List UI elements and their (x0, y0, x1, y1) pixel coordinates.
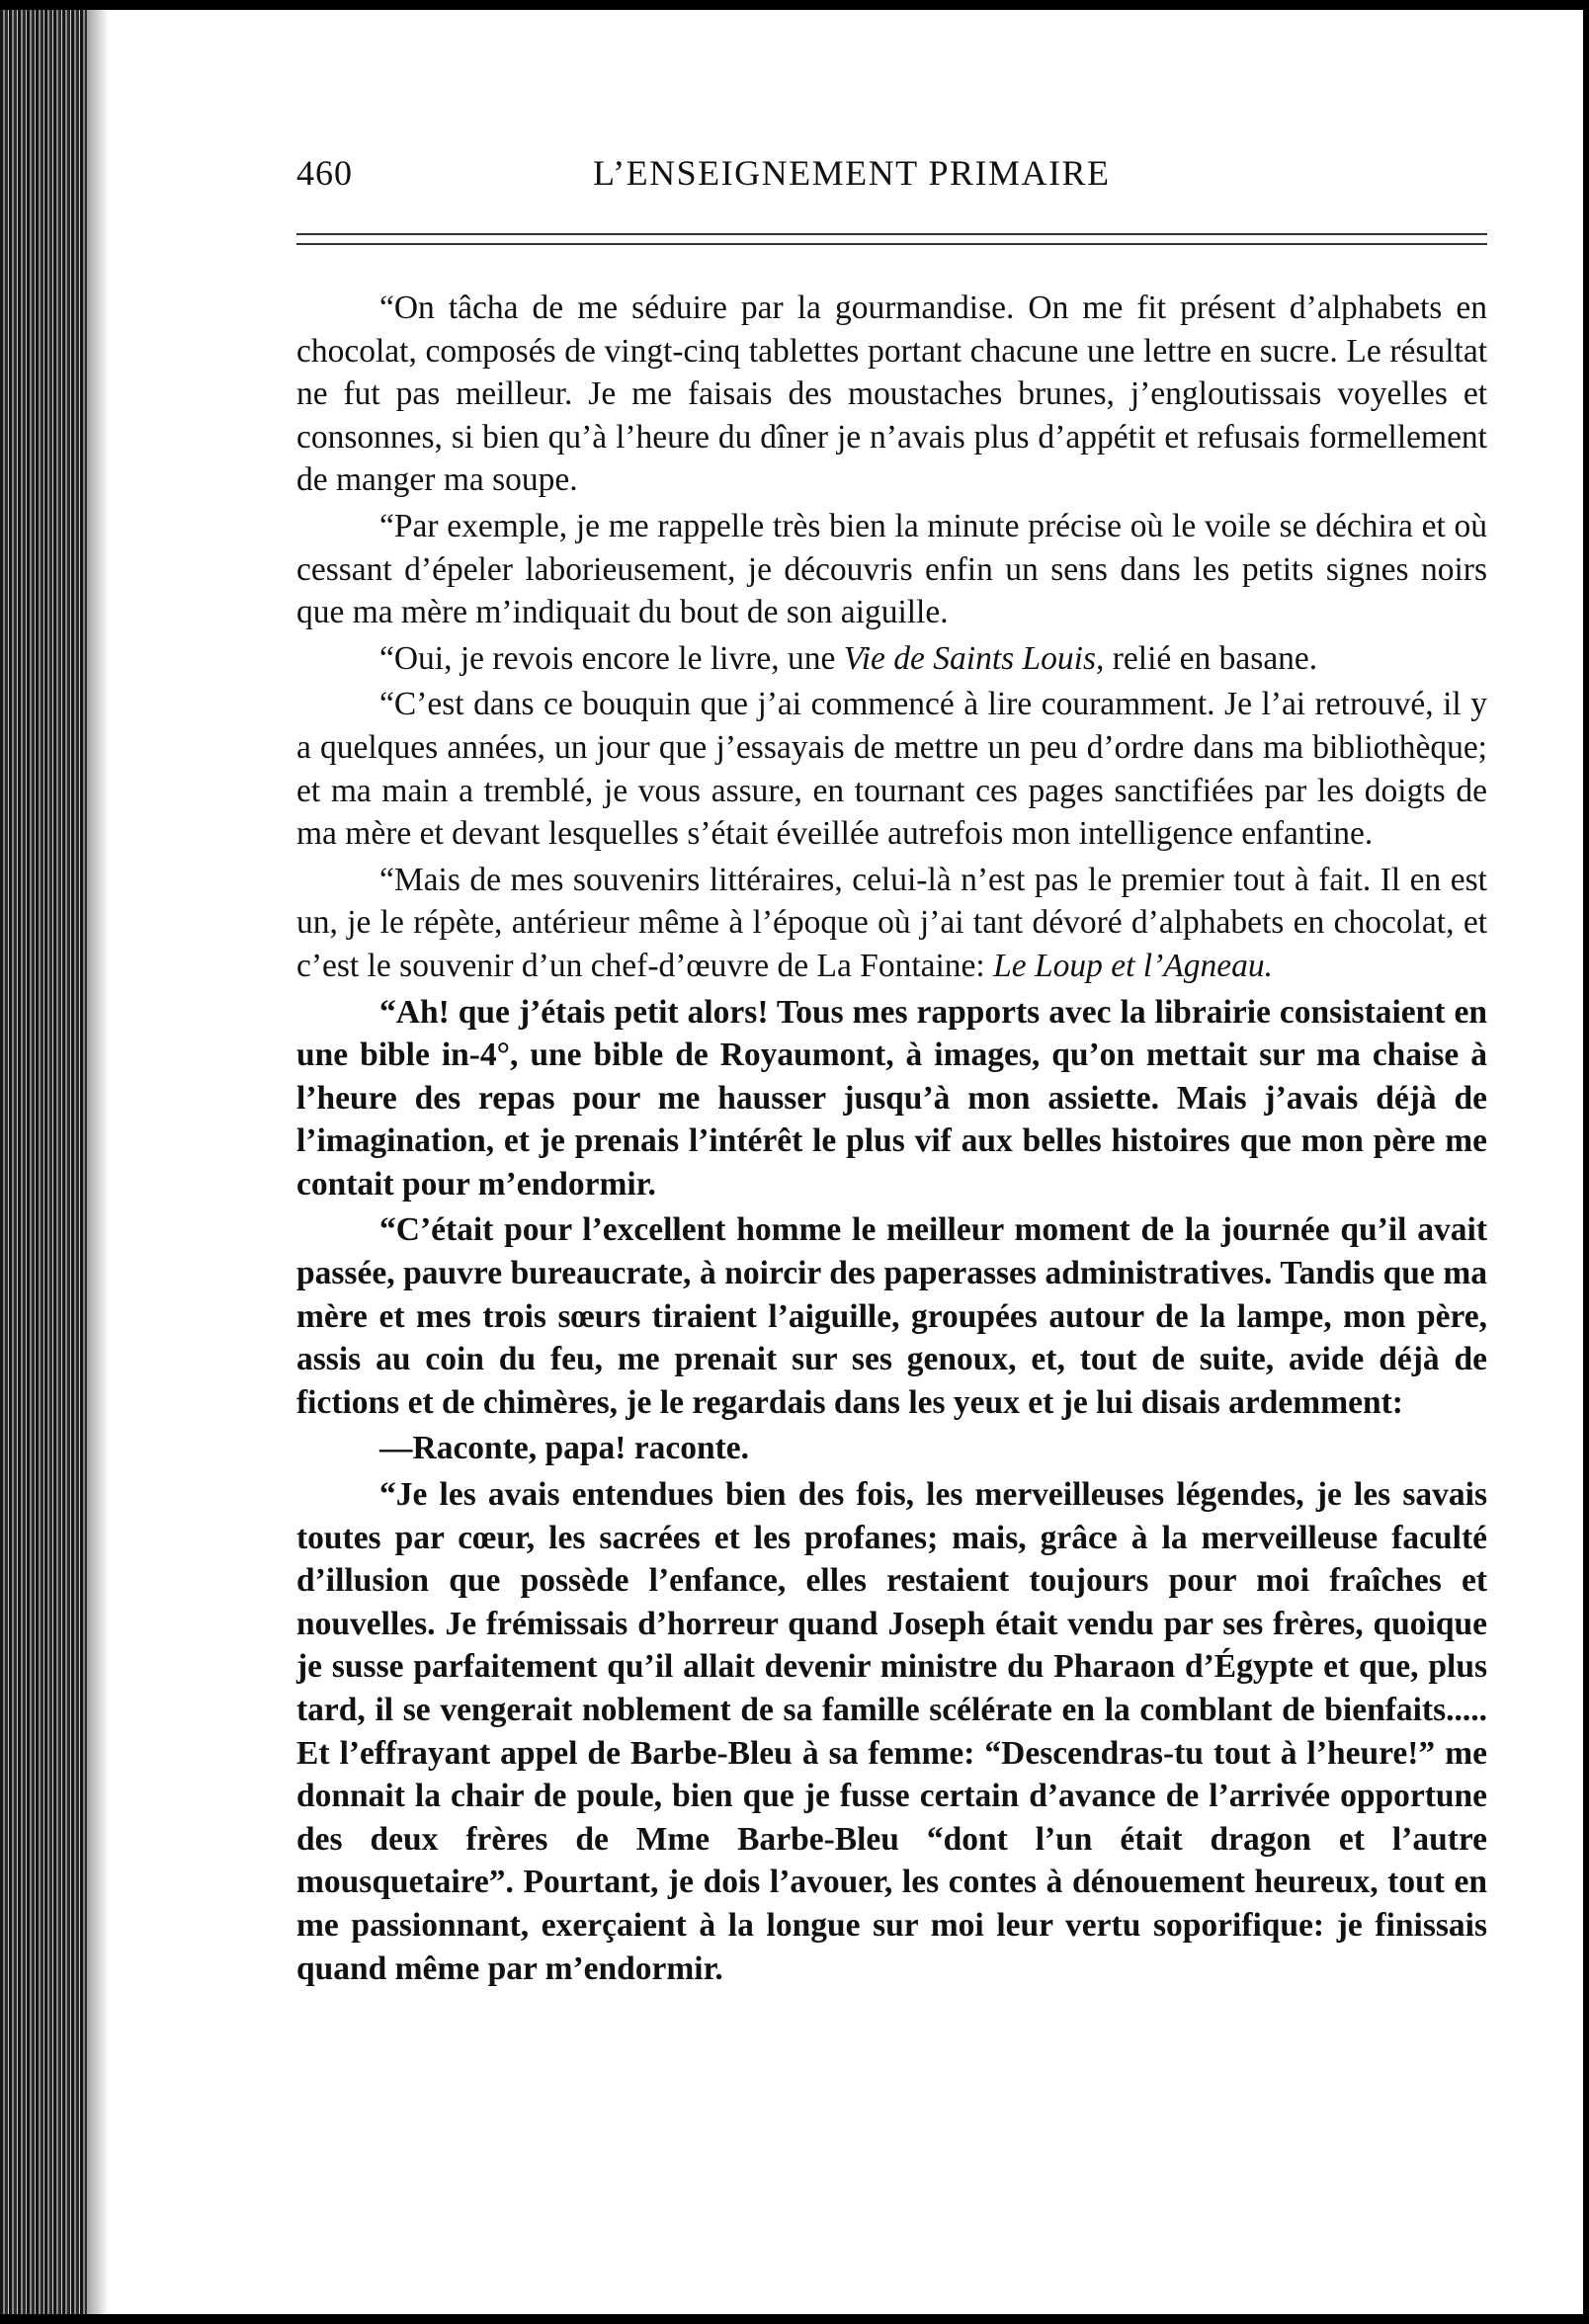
paragraph-legendes: “Je les avais entendues bien des fois, les merveilleuses légendes, je les savais toutes par cœur, les sacrées et les profanes; mais, grâce à la merveilleuse faculté d’illusion que possède l’enfance, elles restaient toujours pour moi fraîches et nouvelles. Je frémissais d’horreur quand Joseph était vendu par ses frères, quoique je susse parfaitement qu’il allait devenir ministre du Pharaon d’Égypte et que, plus tard, il se vengerait noblement de sa famille scélérate en la comblant de bienfaits..... Et l’effrayant appel de Barbe-Bleu à sa femme: “Descendras-tu tout à l’heure!” me donnait la chair de poule, bien que je fusse certain d’avance de l’arrivée opportune des deux frères de Mme Barbe-Bleu “dont l’un était dragon et l’autre mousquetaire”. Pourtant, je dois l’avouer, les contes à dénouement heureux, tout en me passionnant, exerçaient à la longue sur moi leur vertu soporifique: je finissais quand même par m’endormir. (296, 1476, 1487, 1987)
paragraph-gourmandise: “On tâcha de me séduire par la gourmandise. On me fit présent d’alphabets en chocolat, composés de vingt-cinq tablettes portant chacune une lettre en sucre. Le résultat ne fut pas meilleur. Je me faisais des moustaches brunes, j’engloutissais voyelles et consonnes, si bien qu’à l’heure du dîner je n’avais plus d’appétit et refusais formellement de manger ma soupe. (296, 290, 1487, 499)
paragraph-petit-alors: “Ah! que j’étais petit alors! Tous mes rapports avec la librairie consistaient en une bible in-4°, une bible de Royaumont, à images, qu’on mettait sur ma chaise à l’heure des repas pour me hausser jusqu’à mon assiette. Mais j’avais déjà de l’imagination, et je prenais l’intérêt le plus vif aux belles histoires que mon père me contait pour m’endormir. (296, 993, 1487, 1203)
book-page (296, 0, 1490, 2324)
body-text (296, 287, 1487, 1990)
book-title: Vie de Saints Louis, (843, 639, 1105, 677)
paragraph-vie-de-saints-louis (296, 637, 1487, 681)
paragraph-souvenirs-litteraires (296, 859, 1487, 988)
page-number: 460 (296, 153, 353, 193)
paragraph-voile-dechire: “Par exemple, je me rappelle très bien la minute précise où le voile se déchira et où cessant d’épeler laborieusement, je découvris enfin un sens dans les petits signes noirs que ma mère m’indiquait du bout de son aiguille. (296, 507, 1487, 631)
paragraph-bouquin: “C’est dans ce bouquin que j’ai commencé à lire couramment. Je l’ai retrouvé, il y a quelques années, un jour que j’essayais de mettre un peu d’ordre dans ma bibliothèque; et ma main a tremblé, je vous assure, en tournant ces pages sanctifiées par les doigts de ma mère et devant lesquelles s’était éveillée autrefois mon intelligence enfantine. (296, 686, 1487, 853)
paragraph-text: “Oui, je revois encore le livre, une (379, 639, 844, 677)
fable-title: Le Loup et l’Agneau. (993, 947, 1273, 984)
running-title: L’ENSEIGNEMENT PRIMAIRE (593, 153, 1111, 193)
paragraph-excellent-homme: “C’était pour l’excellent homme le meilleur moment de la journée qu’il avait passée, pauvre bureaucrate, à noircir des paperasses administratives. Tandis que ma mère et mes trois sœurs tiraient l’aiguille, groupées autour de la lampe, mon père, assis au coin du feu, me prenait sur ses genoux, et, tout de suite, avide déjà de fictions et de chimères, je le regardais dans les yeux et je lui disais ardemment: (296, 1211, 1487, 1421)
paragraph-text: relié en basane. (1104, 639, 1318, 677)
paragraph-raconte: —Raconte, papa! raconte. (379, 1430, 750, 1467)
book-page-edges (0, 0, 87, 2324)
paragraph-text: “Mais de mes souvenirs littéraires, celui-là n’est pas le premier tout à fait. Il en est un, je le répète, antérieur même à l’époque où j’ai tant dévoré d’alphabets en chocolat, et c’est le souvenir d’un chef-d’œuvre de La Fontaine: (296, 861, 1487, 984)
running-head (296, 148, 1487, 208)
header-double-rule (296, 233, 1487, 245)
